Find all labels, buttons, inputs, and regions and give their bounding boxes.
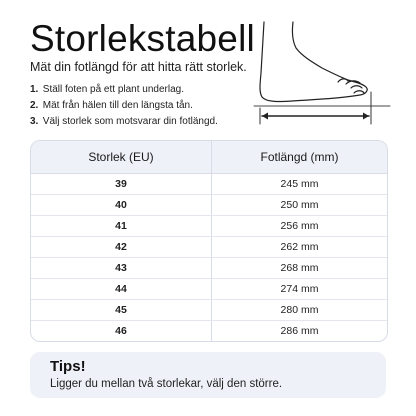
page-subtitle: Mät din fotlängd för att hitta rätt storlek. xyxy=(30,60,247,74)
table-header-row xyxy=(31,141,387,173)
tips-box xyxy=(30,352,386,398)
length-cell: 245 mm xyxy=(212,173,388,194)
table-row xyxy=(31,194,387,215)
size-table xyxy=(30,140,388,342)
size-cell: 43 xyxy=(31,257,212,278)
page-title: Storlekstabell xyxy=(30,18,255,59)
length-cell: 274 mm xyxy=(212,278,388,299)
instruction-steps xyxy=(30,82,218,130)
table-row xyxy=(31,320,387,341)
table-row xyxy=(31,299,387,320)
column-header-length: Fotlängd (mm) xyxy=(212,141,388,173)
step-number: 3. xyxy=(30,116,39,127)
step-text: Mät från hälen till den längsta tån. xyxy=(42,100,193,111)
size-cell: 39 xyxy=(31,173,212,194)
step-item xyxy=(30,114,218,130)
column-header-size: Storlek (EU) xyxy=(31,141,212,173)
table-row xyxy=(31,278,387,299)
table-row xyxy=(31,257,387,278)
length-cell: 262 mm xyxy=(212,236,388,257)
size-cell: 44 xyxy=(31,278,212,299)
length-cell: 280 mm xyxy=(212,299,388,320)
size-cell: 46 xyxy=(31,320,212,341)
tips-text: Ligger du mellan två storlekar, välj den större. xyxy=(50,378,283,390)
size-cell: 41 xyxy=(31,215,212,236)
length-cell: 256 mm xyxy=(212,215,388,236)
size-cell: 45 xyxy=(31,299,212,320)
step-number: 1. xyxy=(30,84,39,95)
tips-title: Tips! xyxy=(50,358,86,375)
table-row xyxy=(31,236,387,257)
size-cell: 40 xyxy=(31,194,212,215)
step-item xyxy=(30,98,218,114)
length-cell: 250 mm xyxy=(212,194,388,215)
table-row xyxy=(31,173,387,194)
step-item xyxy=(30,82,218,98)
length-cell: 268 mm xyxy=(212,257,388,278)
foot-measure-icon xyxy=(250,18,395,130)
size-cell: 42 xyxy=(31,236,212,257)
step-text: Ställ foten på ett plant underlag. xyxy=(42,84,184,95)
step-number: 2. xyxy=(30,100,39,111)
length-cell: 286 mm xyxy=(280,324,319,337)
step-text: Välj storlek som motsvarar din fotlängd. xyxy=(42,116,218,127)
table-row xyxy=(31,215,387,236)
